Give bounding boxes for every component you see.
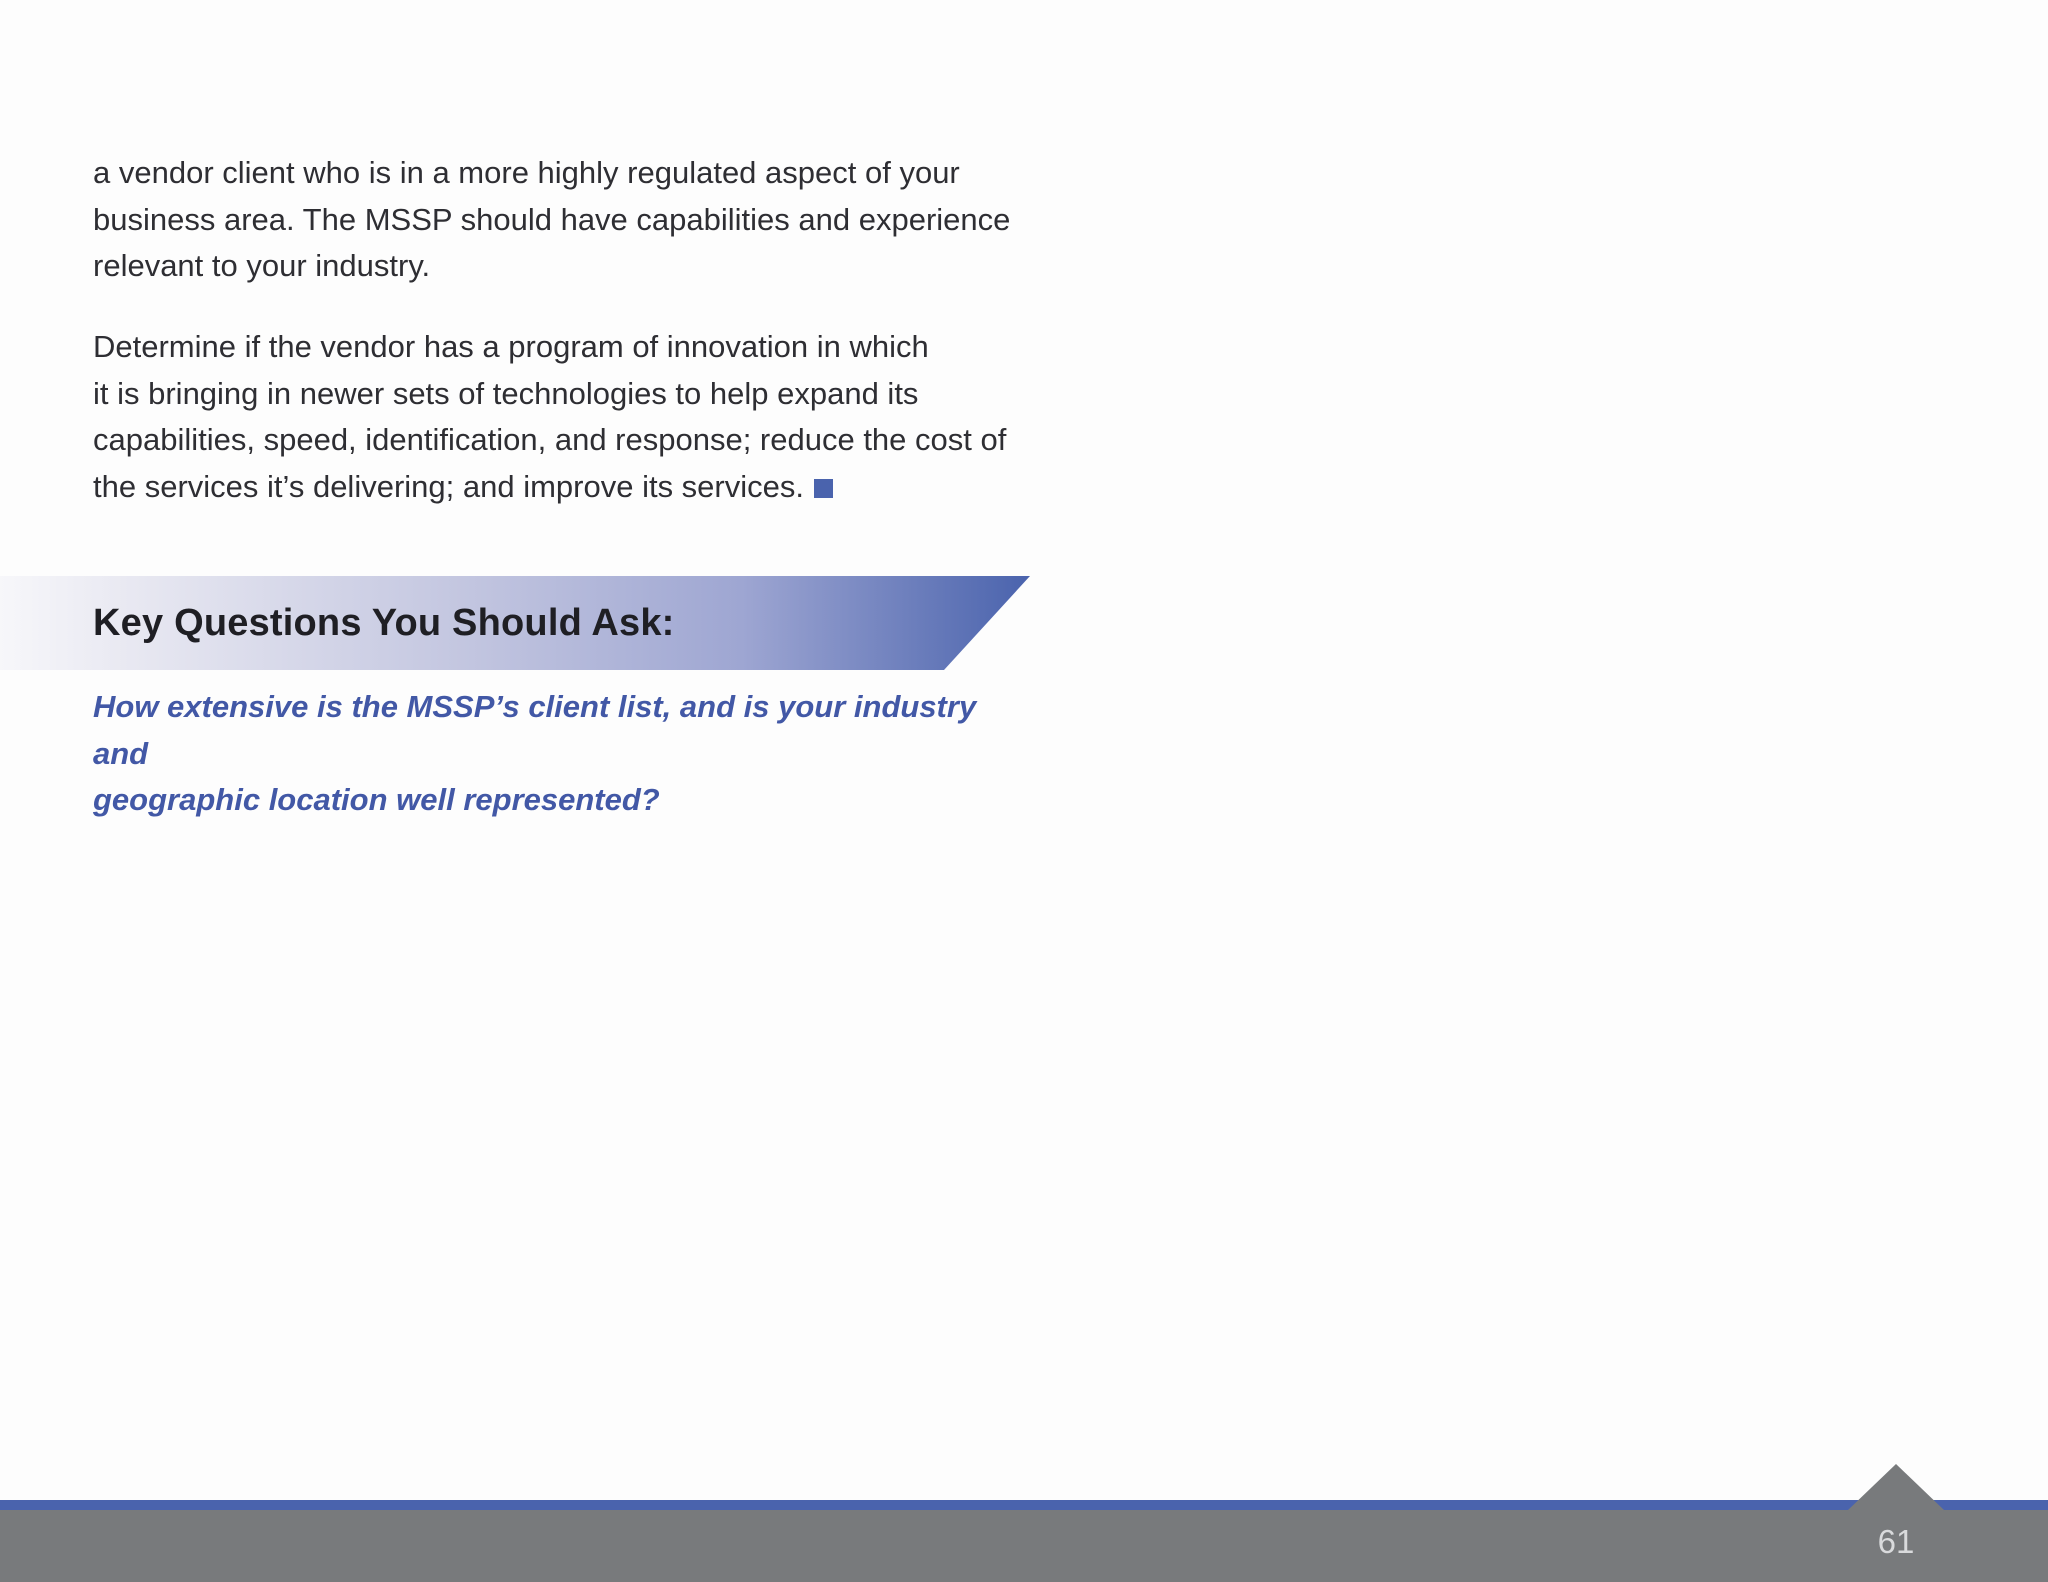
page-number: 61: [1877, 1523, 1915, 1560]
paragraph-line: capabilities, speed, identification, and response; reduce the cost of: [93, 422, 1007, 457]
paragraph-line: a vendor client who is in a more highly regulated aspect of your: [93, 155, 960, 190]
page-marker-triangle-icon: [1848, 1460, 1944, 1510]
body-paragraph-innovation: [93, 324, 1033, 510]
paragraph-line: it is bringing in newer sets of technologies to help expand its: [93, 375, 919, 411]
body-paragraph-regulated-industry: [93, 150, 1033, 290]
question-line: geographic location well represented?: [93, 782, 660, 817]
footer-bar: [0, 1510, 2048, 1582]
key-questions-banner: [0, 576, 1030, 670]
paragraph-line: the services it’s delivering; and improve its services.: [93, 468, 804, 504]
end-of-section-square-icon: [814, 479, 833, 498]
paragraph-line: relevant to your industry.: [93, 248, 431, 283]
question-line: How extensive is the MSSP’s client list, and is your industry and: [93, 689, 977, 771]
key-question-item: [93, 684, 1033, 824]
footer-accent-stripe: [0, 1500, 2048, 1510]
paragraph-line: business area. The MSSP should have capabilities and experience: [93, 201, 1011, 237]
paragraph-line: Determine if the vendor has a program of innovation in which: [93, 329, 929, 364]
page-footer: [0, 1460, 2048, 1582]
key-questions-heading: Key Questions You Should Ask:: [93, 602, 675, 644]
